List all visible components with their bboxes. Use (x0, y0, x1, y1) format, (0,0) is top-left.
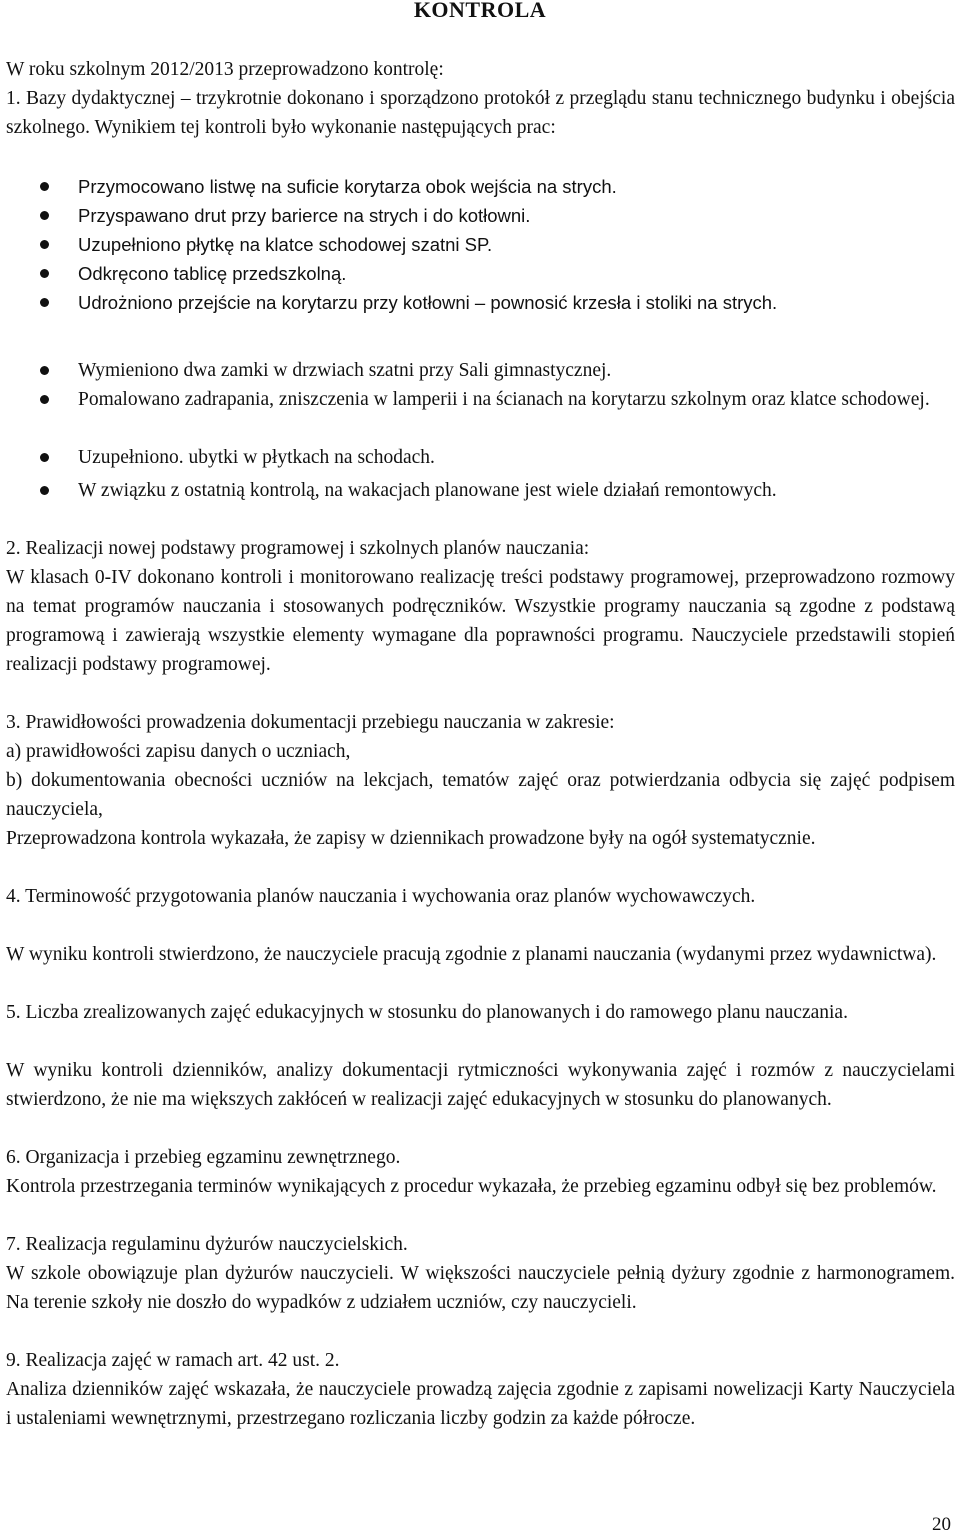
bullet-icon (40, 298, 49, 307)
list-item: Wymieniono dwa zamki w drzwiach szatni przy Sali gimnastycznej. (78, 360, 612, 381)
bullet-icon (40, 366, 49, 375)
document-title: KONTROLA (413, 0, 547, 22)
section-7-paragraph: W szkole obowiązuje plan dyżurów nauczycieli. W większości nauczyciele pełnią dyżury zgodnie z harmonogramem. Na terenie szkoły nie doszło do wypadków z udziałem uczniów, czy nauczycieli. (6, 1263, 955, 1313)
section-2-paragraph: W klasach 0-IV dokonano kontroli i monitorowano realizację treści podstawy programowej, przeprowadzono rozmowy na temat programów nauczania i stosowanych podręczników. Wszystkie programy nauczania są zgodne z podstawą programową i zawierają wszystkie elementy wymagane dla poprawności programu. Nauczyciele przedstawili stopień realizacji podstawy programowej. (6, 567, 955, 675)
bullet-icon (40, 240, 49, 249)
list-item: Przyspawano drut przy barierce na strych i do kotłowni. (78, 205, 531, 226)
section-5-heading: 5. Liczba zrealizowanych zajęć edukacyjnych w stosunku do planowanych i do ramowego planu nauczania. (6, 1002, 848, 1023)
bullet-icon (40, 211, 49, 220)
list-item: Udrożniono przejście na korytarzu przy kotłowni – pownosić krzesła i stoliki na strych. (78, 292, 778, 313)
list-item: Pomalowano zadrapania, zniszczenia w lamperii i na ścianach na korytarzu szkolnym oraz klatce schodowej. (78, 389, 930, 410)
list-item: Przymocowano listwę na suficie korytarza obok wejścia na strych. (78, 176, 617, 197)
section-3a-paragraph: a) prawidłowości zapisu danych o uczniach, (6, 741, 351, 762)
page-number: 20 (932, 1514, 951, 1535)
section-1-paragraph: 1. Bazy dydaktycznej – trzykrotnie dokonano i sporządzono protokół z przeglądu stanu technicznego budynku i obejścia szkolnego. Wynikiem tej kontroli było wykonanie następujących prac: (6, 88, 955, 138)
section-4-paragraph: W wyniku kontroli stwierdzono, że nauczyciele pracują zgodnie z planami nauczania (wydanymi przez wydawnictwa). (6, 944, 937, 965)
section-6-paragraph: Kontrola przestrzegania terminów wynikających z procedur wykazała, że przebieg egzaminu odbył się bez problemów. (6, 1176, 937, 1197)
section-2-heading: 2. Realizacji nowej podstawy programowej i szkolnych planów nauczania: (6, 538, 590, 559)
list-item: Odkręcono tablicę przedszkolną. (78, 263, 347, 284)
section-4-heading: 4. Terminowość przygotowania planów nauczania i wychowania oraz planów wychowawczych. (6, 886, 756, 907)
list-item: Uzupełniono. ubytki w płytkach na schodach. (78, 447, 435, 468)
bullet-icon (40, 486, 49, 495)
list-item: Uzupełniono płytkę na klatce schodowej szatni SP. (78, 234, 493, 255)
section-7-heading: 7. Realizacja regulaminu dyżurów nauczycielskich. (6, 1234, 408, 1255)
section-3-heading: 3. Prawidłowości prowadzenia dokumentacji przebiegu nauczania w zakresie: (6, 712, 615, 733)
bullet-icon (40, 269, 49, 278)
bullet-icon (40, 395, 49, 404)
section-3b-paragraph: b) dokumentowania obecności uczniów na lekcjach, tematów zajęć oraz potwierdzania odbycia się zajęć podpisem nauczyciela, (6, 770, 955, 820)
bullet-icon (40, 182, 49, 191)
section-3-paragraph: Przeprowadzona kontrola wykazała, że zapisy w dziennikach prowadzone były na ogół systematycznie. (6, 828, 816, 849)
list-item: W związku z ostatnią kontrolą, na wakacjach planowane jest wiele działań remontowych. (78, 480, 777, 501)
section-6-heading: 6. Organizacja i przebieg egzaminu zewnętrznego. (6, 1147, 401, 1168)
intro-paragraph: W roku szkolnym 2012/2013 przeprowadzono kontrolę: (6, 59, 444, 80)
section-5-paragraph: W wyniku kontroli dzienników, analizy dokumentacji rytmiczności wykonywania zajęć i rozmów z nauczycielami stwierdzono, że nie ma większych zakłóceń w realizacji zajęć edukacyjnych w stosunku do planowanych. (6, 1060, 955, 1110)
section-9-paragraph: Analiza dzienników zajęć wskazała, że nauczyciele prowadzą zajęcia zgodnie z zapisami nowelizacji Karty Nauczyciela i ustaleniami wewnętrznymi, przestrzegano rozliczania liczby godzin za każde półrocze. (6, 1379, 955, 1429)
bullet-icon (40, 453, 49, 462)
section-9-heading: 9. Realizacja zajęć w ramach art. 42 ust. 2. (6, 1350, 340, 1371)
